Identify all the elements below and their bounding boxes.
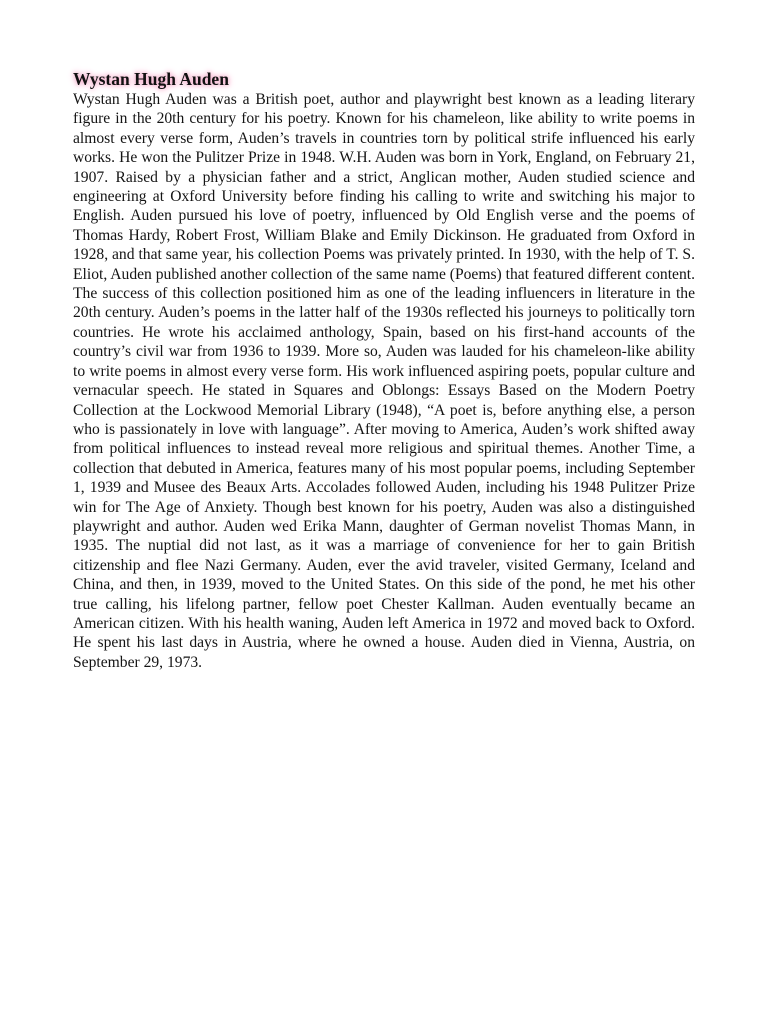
document-content — [73, 68, 695, 672]
document-body-text: Wystan Hugh Auden was a British poet, author and playwright best known as a leading literary figure in the 20th century for his poetry. Known for his chameleon, like ability to write poems in almost every verse form, Auden’s travels in countries torn by political strife influenced his early works. He won the Pulitzer Prize in 1948. W.H. Auden was born in York, England, on February 21, 1907. Raised by a physician father and a strict, Anglican mother, Auden studied science and engineering at Oxford University before finding his calling to write and switching his major to English. Auden pursued his love of poetry, influenced by Old English verse and the poems of Thomas Hardy, Robert Frost, William Blake and Emily Dickinson. He graduated from Oxford in 1928, and that same year, his collection Poems was privately printed. In 1930, with the help of T. S. Eliot, Auden published another collection of the same name (Poems) that featured different content. The success of this collection positioned him as one of the leading influencers in literature in the 20th century. Auden’s poems in the latter half of the 1930s reflected his journeys to politically torn countries. He wrote his acclaimed anthology, Spain, based on his first-hand accounts of the country’s civil war from 1936 to 1939. More so, Auden was lauded for his chameleon-like ability to write poems in almost every verse form. His work influenced aspiring poets, popular culture and vernacular speech. He stated in Squares and Oblongs: Essays Based on the Modern Poetry Collection at the Lockwood Memorial Library (1948), “A poet is, before anything else, a person who is passionately in love with language”. After moving to America, Auden’s work shifted away from political influences to instead reveal more religious and spiritual themes. Another Time, a collection that debuted in America, features many of his most popular poems, including September 1, 1939 and Musee des Beaux Arts. Accolades followed Auden, including his 1948 Pulitzer Prize win for The Age of Anxiety. Though best known for his poetry, Auden was also a distinguished playwright and author. Auden wed Erika Mann, daughter of German novelist Thomas Mann, in 1935. The nuptial did not last, as it was a marriage of convenience for her to gain British citizenship and flee Nazi Germany. Auden, ever the avid traveler, visited Germany, Iceland and China, and then, in 1939, moved to the United States. On this side of the pond, he met his other true calling, his lifelong partner, fellow poet Chester Kallman. Auden eventually became an American citizen. With his health waning, Auden left America in 1972 and moved back to Oxford. He spent his last days in Austria, where he owned a house. Auden died in Vienna, Austria, on September 29, 1973. — [73, 91, 695, 671]
document-title: Wystan Hugh Auden — [73, 69, 229, 89]
